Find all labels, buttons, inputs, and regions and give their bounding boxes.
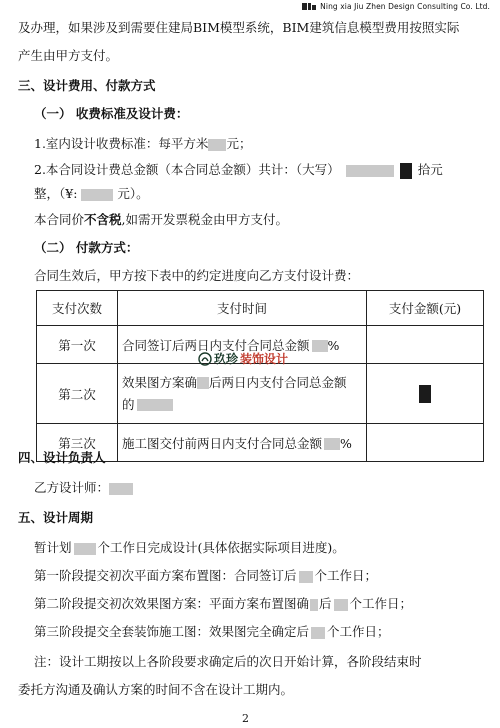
table-cell — [367, 364, 484, 424]
table-header-row — [37, 291, 484, 326]
page-number: 2 — [242, 712, 249, 725]
payment-time: 后两日内支付合同总金额 — [209, 374, 347, 390]
redacted-mark — [81, 189, 113, 201]
table-cell — [367, 326, 484, 364]
payment-time: 合同签订后两日内支付合同总金额 — [122, 337, 310, 353]
fee-standard-unit: 元； — [226, 136, 252, 151]
watermark-text: 玖珍 — [214, 352, 239, 366]
table-cell — [367, 424, 484, 462]
stage-text: 第二阶段提交初次效果图方案：平面方案布置图确 — [34, 596, 310, 611]
designer-label: 乙方设计师： — [34, 480, 110, 495]
watermark-logo-icon — [198, 352, 212, 366]
redacted-mark — [109, 483, 133, 495]
stage-text: 后 — [319, 596, 332, 611]
payment-intro: 合同生效后，甲方按下表中的约定进度向乙方支付设计费： — [34, 268, 360, 283]
total-fee-number-line — [34, 186, 149, 202]
payment-time: 效果图方案确 — [122, 374, 198, 390]
table-cell: 第一次 — [37, 326, 118, 364]
watermark — [198, 350, 288, 367]
table-header-cell: 支付次数 — [37, 291, 118, 326]
payment-percent: % — [340, 435, 352, 451]
stage-text: 个工作日； — [327, 624, 390, 639]
section-heading-3: 三、设计费用、付款方式 — [18, 78, 156, 93]
period-line — [34, 540, 345, 556]
period-text: 个工作日完成设计(具体依据实际项目进度)。 — [97, 540, 345, 555]
tax-note-part: 本合同价 — [34, 212, 85, 227]
table-row — [37, 364, 484, 424]
stage-2-line — [34, 596, 412, 612]
paragraph-line: 及办理，如果涉及到需要住建局BIM模型系统，BIM建筑信息模型费用按照实际 — [18, 20, 460, 35]
stage-3-line — [34, 624, 390, 640]
note-line: 委托方沟通及确认方案的时间不含在设计工期内。 — [18, 682, 294, 697]
redacted-mark — [299, 571, 313, 583]
stage-text: 第三阶段提交全套装饰施工图：效果图完全确定后 — [34, 624, 310, 639]
redacted-block — [400, 163, 412, 179]
total-fee-number-unit: 元）。 — [117, 186, 149, 201]
period-text: 暂计划 — [34, 540, 72, 555]
designer-line — [34, 480, 133, 496]
payment-table — [36, 290, 484, 462]
paragraph-line: 产生由甲方支付。 — [18, 48, 119, 63]
watermark-text: 装饰设计 — [240, 352, 289, 366]
payment-time: 的 — [122, 396, 135, 412]
redacted-mark — [74, 543, 96, 555]
redacted-mark — [137, 399, 173, 411]
section-heading-4: 四、设计负责人 — [18, 450, 106, 465]
payment-time-line — [122, 372, 362, 394]
redacted-mark — [208, 139, 226, 151]
redacted-mark — [346, 165, 394, 177]
redacted-mark — [334, 599, 348, 611]
section-heading-5: 五、设计周期 — [18, 510, 94, 525]
table-header-cell: 支付金额(元) — [367, 291, 484, 326]
stage-1-line — [34, 568, 377, 584]
redacted-mark — [310, 599, 318, 611]
page-header — [302, 2, 490, 11]
subsection-heading: （一） 收费标准及设计费： — [34, 106, 189, 121]
redacted-mark — [312, 340, 328, 352]
payment-time-line — [122, 394, 362, 416]
table-cell — [118, 424, 367, 462]
tax-note-part: ,如需开发票税金由甲方支付。 — [121, 212, 289, 227]
fee-standard-label: 1.室内设计收费标准：每平方米 — [34, 136, 209, 151]
table-cell: 第二次 — [37, 364, 118, 424]
company-logo-icon — [302, 2, 316, 11]
stage-text: 个工作日； — [349, 596, 413, 611]
redacted-block — [419, 385, 431, 403]
total-fee-line — [34, 162, 443, 179]
redacted-mark — [197, 377, 209, 389]
table-header-cell: 支付时间 — [118, 291, 367, 326]
tax-note-emphasis: 不含税 — [84, 212, 122, 227]
payment-time: 施工图交付前两日内支付合同总金额 — [122, 435, 323, 451]
total-fee-label: 2.本合同设计费总金额（本合同总金额）共计：（大写） — [34, 162, 340, 177]
note-line: 注：设计工期按以上各阶段要求确定后的次日开始计算，各阶段结束时 — [34, 654, 422, 669]
tax-note — [34, 212, 288, 228]
stage-text: 第一阶段提交初次平面方案布置图：合同签订后 — [34, 568, 297, 583]
fee-standard-line — [34, 136, 251, 152]
redacted-mark — [311, 627, 325, 639]
total-fee-unit: 拾元 — [417, 162, 443, 177]
table-cell — [118, 364, 367, 424]
stage-text: 个工作日； — [314, 568, 378, 583]
subsection-heading: （二） 付款方式： — [34, 240, 139, 255]
company-name: Ning xia Jiu Zhen Design Consulting Co. Ltd. — [320, 2, 490, 11]
table-cell: 第三次 — [37, 424, 118, 462]
redacted-mark — [324, 438, 340, 450]
payment-percent: % — [327, 337, 340, 353]
total-fee-number-label: 整，（¥: — [34, 186, 78, 201]
